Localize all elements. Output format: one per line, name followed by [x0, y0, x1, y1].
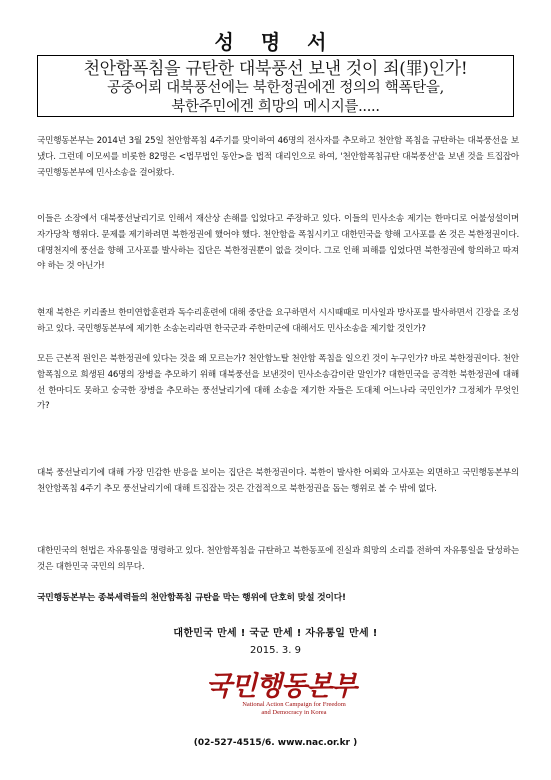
headline-box: [37, 55, 514, 117]
organization-name-en: [224, 701, 364, 717]
headline-main: 천안함폭침을 규탄한 대북풍선 보낸 것이 죄(罪)인가!: [83, 59, 468, 79]
headline-sub-2: 북한주민에겐 희망의 메시지를.....: [171, 99, 380, 115]
paragraph-6: 대한민국의 헌법은 자유통일을 명령하고 있다. 천안함폭침을 규탄하고 북한동포에 진실과 희망의 소리를 전하여 자유통일을 달성하는 것은 대한민국 국민의 의무다.: [37, 546, 519, 572]
document-title: 성 명 서: [214, 30, 337, 54]
paragraph-4: 모든 근본적 원인은 북한정권에 있다는 것을 왜 모르는가? 천안함노탈 천안함 폭침을 일으킨 것이 누구인가? 바로 북한정권이다. 천안함폭침으로 희생된 46명의 장병을 추모하기 위해 대북풍선을 보낸것이 민사소송감이란 말인가? 대한민국을 공격한 북한정권에 대해선 한마디도 못하고 숭국한 장병을 추모하는 풍선날리기에 대해 소송을 제기한 자들은 도대체 어느나라 국민인가? 그정체가 무엇인가?: [37, 354, 519, 412]
paragraph-2: 이들은 소장에서 대북풍선날리기로 인해서 재산상 손해를 입었다고 주장하고 있다. 이들의 민사소송 제기는 한마디로 어불성설이며 자가당착 행위다. 문제를 제기하려면 북한정권에 했어야 했다. 천안함을 폭침시키고 대한민국을 향해 고사포를 쏜 것은 북한정권이다. 대명천지에 풍선을 향해 고사포를 발사하는 집단은 북한정권뿐이 없을 것이다. 그로 인해 피해를 입었다면 북한정권에 항의하고 따져야 하는 것 아닌가!: [37, 214, 519, 272]
organization-logo: [196, 664, 366, 728]
paragraph-3: 현재 북한은 키리졸브 한미연합훈련과 독수리훈련에 대해 중단을 요구하면서 시시때때로 미사일과 방사포를 발사하면서 긴장을 조성하고 있다. 국민행동본부에 제기한 소송논리라면 한국군과 주한미군에 대해서도 민사소송을 제기할 것인가?: [37, 308, 519, 334]
headline-sub-1: 공중어뢰 대북풍선에는 북한정권에겐 정의의 핵폭탄을,: [107, 80, 444, 96]
paragraph-closing: 국민행동본부는 종북세력들의 천안함폭침 규탄을 막는 행위에 단호히 맞설 것이다!: [37, 593, 346, 603]
paragraph-5: 대북 풍선날리기에 대해 가장 민감한 반응을 보이는 집단은 북한정권이다. 북한이 발사한 어뢰와 고사포는 외면하고 국민행동본부의 천안함폭침 4주기 추모 풍선날리기에 대해 트집잡는 것은 간접적으로 북한정권을 돕는 행위로 볼 수 밖에 없다.: [37, 468, 519, 494]
paragraph-1: 국민행동본부는 2014년 3월 25일 천안함폭침 4주기를 맞이하여 46명의 전사자를 추모하고 천안함 폭침을 규탄하는 대북풍선을 보냈다. 그런데 이모씨를 비롯한 82명은 <법무법인 동안>을 법적 대리인으로 하여, '천안함폭침규탄 대북풍선'을 보낸 것을 트집잡아 국민행동본부에 민사소송을 걸어왔다.: [37, 136, 519, 178]
contact-info: (02-527-4515/6. www.nac.or.kr ): [193, 738, 358, 748]
statement-date: 2015. 3. 9: [250, 645, 301, 656]
slogan: 대한민국 만세 ! 국군 만세 ! 자유통일 만세 !: [173, 628, 378, 639]
organization-name-en-line1: National Action Campaign for Freedom: [242, 701, 346, 708]
organization-name-en-line2: and Democracy in Korea: [261, 709, 327, 716]
organization-name-ko: 국민행동본부: [205, 671, 357, 702]
